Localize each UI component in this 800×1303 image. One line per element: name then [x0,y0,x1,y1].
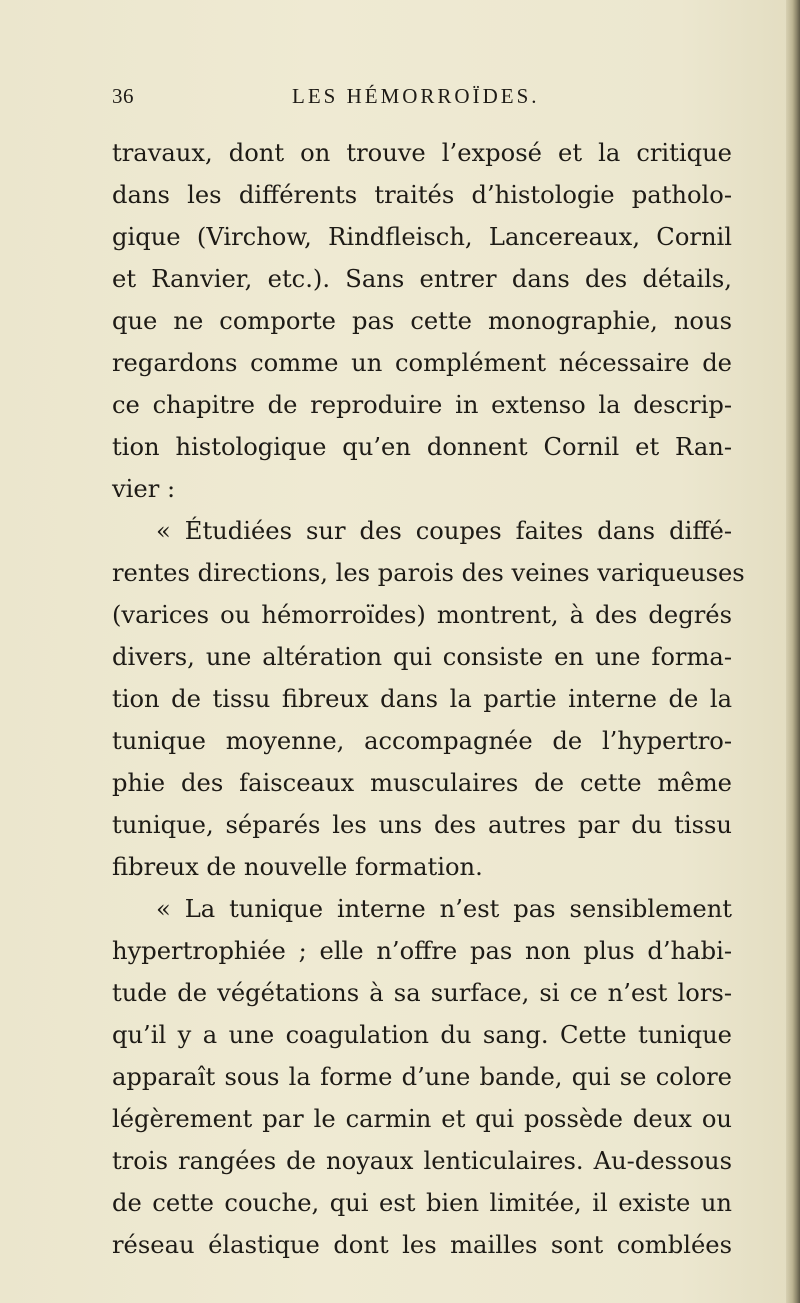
text-line: apparaît sous la forme d’une bande, qui se colore [112,1063,732,1091]
text-line: trois rangées de noyaux lenticulaires. Au-dessous [112,1147,732,1175]
text-line: réseau élastique dont les mailles sont comblées [112,1231,732,1259]
text-line: phie des faisceaux musculaires de cette même [112,769,732,797]
text-line: tion de tissu fibreux dans la partie interne de la [112,685,732,713]
text-line: que ne comporte pas cette monographie, nous [112,307,732,335]
page-number: 36 [112,84,134,108]
text-line: et Ranvier, etc.). Sans entrer dans des détails, [112,265,732,293]
text-line: dans les différents traités d’histologie patholo- [112,181,732,209]
text-line: tion histologique qu’en donnent Cornil et Ran- [112,433,732,461]
text-line: ce chapitre de reproduire in extenso la descrip- [112,391,732,419]
text-line: vier : [112,475,176,503]
text-line: de cette couche, qui est bien limitée, il existe un [112,1189,732,1217]
page-header [112,84,732,112]
running-head: LES HÉMORROÏDES. [292,84,540,108]
text-line: hypertrophiée ; elle n’offre pas non plus d’habi- [112,937,732,965]
text-line: travaux, dont on trouve l’exposé et la critique [112,139,732,167]
page-edge-shadow [786,0,800,1303]
text-line: tunique, séparés les uns des autres par du tissu [112,811,732,839]
text-line: tunique moyenne, accompagnée de l’hypertro- [112,727,732,755]
text-line: gique (Virchow, Rindfleisch, Lancereaux, Cornil [112,223,732,251]
text-line: qu’il y a une coagulation du sang. Cette tunique [112,1021,732,1049]
text-line: (varices ou hémorroïdes) montrent, à des degrés [112,601,732,629]
text-line: « Étudiées sur des coupes faites dans diffé- [156,517,732,545]
text-line: regardons comme un complément nécessaire de [112,349,732,377]
text-line: fibreux de nouvelle formation. [112,853,483,881]
text-line: tude de végétations à sa surface, si ce n’est lors- [112,979,732,1007]
body-text [112,132,745,1266]
text-line: « La tunique interne n’est pas sensiblement [156,895,732,923]
text-line: rentes directions, les parois des veines variqueuses [112,559,745,587]
text-line: légèrement par le carmin et qui possède deux ou [112,1105,732,1133]
text-line: divers, une altération qui consiste en une forma- [112,643,732,671]
